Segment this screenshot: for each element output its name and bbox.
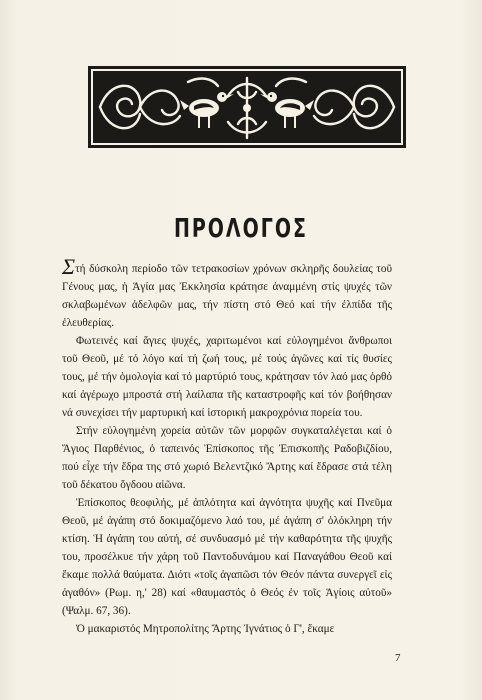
paragraph: Ἐπίσκοπος θεοφιλής, μέ ἁπλότητα καί ἁγνότητα ψυχῆς καί Πνεῦμα Θεοῦ, μέ ἀγάπη στό δοκιμαζόμενο λαό του, μέ ἀγάπη σ' ὁλόκληρη τήν κτίση. Ἡ ἀγάπη του αὐτή, σέ συνδυασμό μέ τήν καθαρότητα τῆς ψυχῆς του, προσέλκυε τήν χάρη τοῦ Παντοδυνάμου καί Παναγάθου Θεοῦ καί ἔκαμε πολλά θαύματα. Διότι «τοῖς ἀγαπῶσι τόν Θεόν πάντα συνεργεῖ εἰς ἀγαθόν» (Ρωμ. η,' 28) καί «θαυμαστός ὁ Θεός ἐν τοῖς Ἁγίοις αὐτοῦ» (Ψαλμ. 67, 36). [62,497,392,617]
page-number: 7 [395,652,401,664]
drop-cap: Σ [62,254,76,279]
paragraph [62,254,392,332]
body-text [62,254,392,638]
paragraph: Στήν εὐλογημένη χορεία αὐτῶν τῶν μορφῶν συγκαταλέγεται καί ὁ Ἅγιος Παρθένιος, ὁ ταπεινός Ἐπίσκοπος τῆς Ἐπισκοπῆς Ραδοβιζδίου, πού εἶχε τήν ἕδρα της στό χωριό Βελεντζικό Ἄρτης καί ἔδρασε στά τέλη τοῦ δέκατου ὄγδοου αἰῶνα. [62,425,392,491]
paragraph: Ὁ μακαριστός Μητροπολίτης Ἄρτης Ἰγνάτιος ὁ Γ', ἔκαμε [76,623,335,635]
paragraph: Φωτεινές καί ἅγιες ψυχές, χαριτωμένοι καί εὐλογημένοι ἄνθρωποι τοῦ Θεοῦ, μέ τό λόγο καί τή ζωή τους, μέ τούς ἀγῶνες καί τίς θυσίες τους, μέ τήν ὁμολογία καί τό μαρτύριό τους, κράτησαν τόν λαό μας ὀρθό καί ἀγέρωχο μπροστά στή λαίλαπα τῆς καταστροφῆς καί τόν βοήθησαν νά συνεχίσει τήν μαρτυρική καί ἱστορική μακροχρόνια πορεία του. [62,335,392,419]
paragraph-text: τή δύσκολη περίοδο τῶν τετρακοσίων χρόνων σκληρῆς δουλείας τοῦ Γένους μας, ἡ Ἁγία μας Ἐκκλησία κράτησε ἀναμμένη στίς ψυχές τῶν σκλαβωμένων ἀδελφῶν μας, τήν πίστη στό Θεό καί τήν ἐλπίδα τῆς ἐλευθερίας. [62,263,392,329]
chapter-title: ΠΡΟΛΟΓΟΣ [173,214,309,244]
ornamental-headpiece [88,66,406,148]
